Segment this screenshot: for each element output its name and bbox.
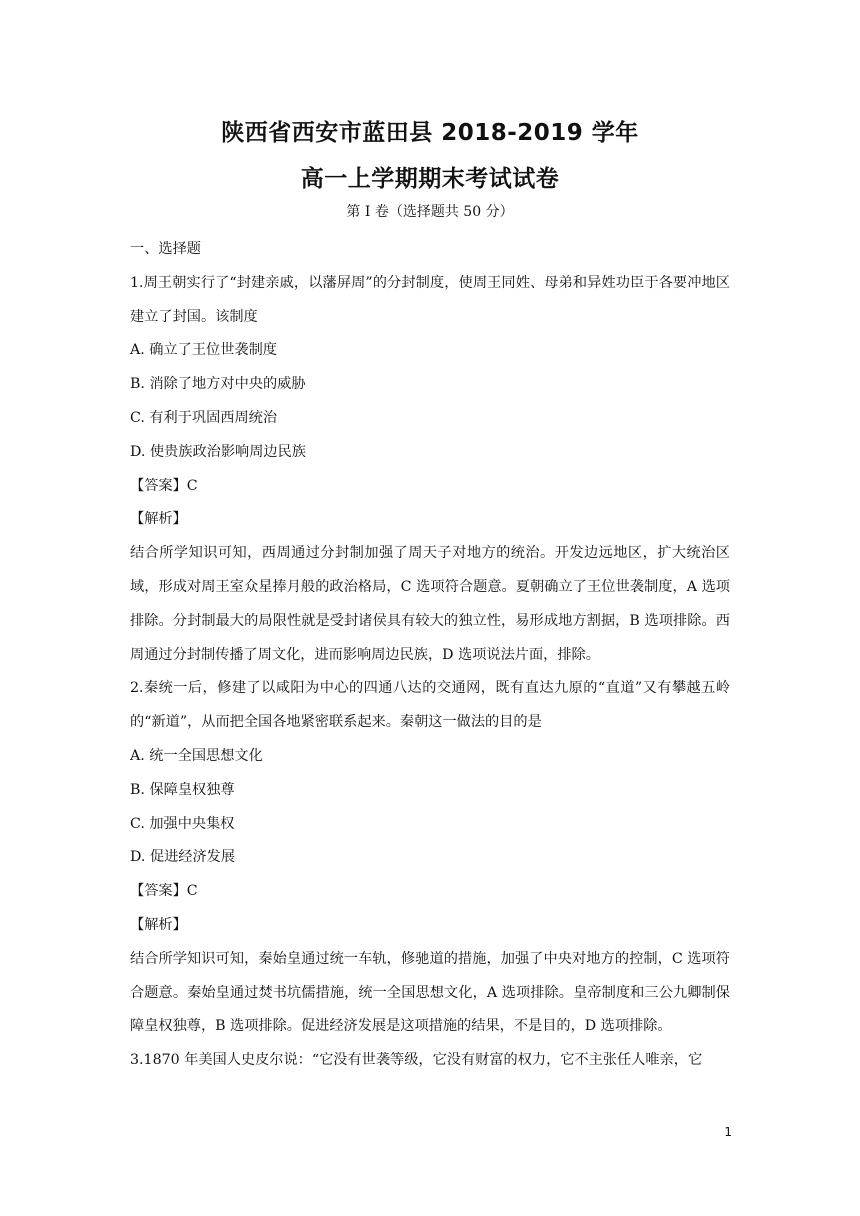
title-line-2: 高一上学期期末考试试卷 bbox=[300, 166, 560, 192]
document-body bbox=[130, 233, 730, 1078]
question-3-stem: 3.1870 年美国人史皮尔说：“它没有世袭等级，它没有财富的权力，它不主张任人唯亲，它 bbox=[130, 1052, 703, 1069]
question-1-analysis-label: 【解析】 bbox=[130, 511, 187, 528]
question-2-analysis-label: 【解析】 bbox=[130, 916, 187, 933]
question-1-answer: 【答案】C bbox=[130, 477, 198, 494]
question-2-stem: 2.秦统一后，修建了以咸阳为中心的四通八达的交通网，既有直达九原的“直道”又有攀越五岭的“新道”，从而把全国各地紧密联系起来。秦朝这一做法的目的是 bbox=[130, 680, 730, 731]
question-1-stem: 1.周王朝实行了“封建亲戚，以藩屏周”的分封制度，使周王同姓、母弟和异姓功臣于各要冲地区建立了封国。该制度 bbox=[130, 274, 730, 325]
question-1-option-a: A. 确立了王位世袭制度 bbox=[130, 342, 277, 359]
question-1-option-c: C. 有利于巩固西周统治 bbox=[130, 409, 278, 426]
question-2-option-b: B. 保障皇权独尊 bbox=[130, 781, 235, 798]
page-number: 1 bbox=[724, 1125, 732, 1139]
section-subtitle: 第 I 卷（选择题共 50 分） bbox=[346, 204, 514, 220]
question-2-analysis: 结合所学知识可知，秦始皇通过统一车轨，修驰道的措施，加强了中央对地方的控制，C 选项符合题意。秦始皇通过焚书坑儒措施，统一全国思想文化，A 选项排除。皇帝制度和三公九卿制保障皇权独尊，B 选项排除。促进经济发展是这项措施的结果，不是目的，D 选项排除。 bbox=[130, 950, 730, 1035]
section-heading: 一、选择题 bbox=[130, 241, 201, 257]
question-2-option-c: C. 加强中央集权 bbox=[130, 815, 235, 832]
question-1-option-b: B. 消除了地方对中央的威胁 bbox=[130, 376, 306, 393]
question-1-analysis: 结合所学知识可知，西周通过分封制加强了周天子对地方的统治。开发边远地区，扩大统治区域，形成对周王室众星捧月般的政治格局，C 选项符合题意。夏朝确立了王位世袭制度，A 选项排除。分封制最大的局限性就是受封诸侯具有较大的独立性，易形成地方割据，B 选项排除。西周通过分封制传播了周文化，进而影响周边民族，D 选项说法片面，排除。 bbox=[130, 545, 730, 663]
title-line-1: 陕西省西安市蓝田县 2018-2019 学年 bbox=[221, 120, 639, 146]
question-2-option-d: D. 促进经济发展 bbox=[130, 849, 236, 866]
question-2-option-a: A. 统一全国思想文化 bbox=[130, 747, 263, 764]
question-2-answer: 【答案】C bbox=[130, 883, 198, 900]
question-1-option-d: D. 使贵族政治影响周边民族 bbox=[130, 443, 306, 460]
